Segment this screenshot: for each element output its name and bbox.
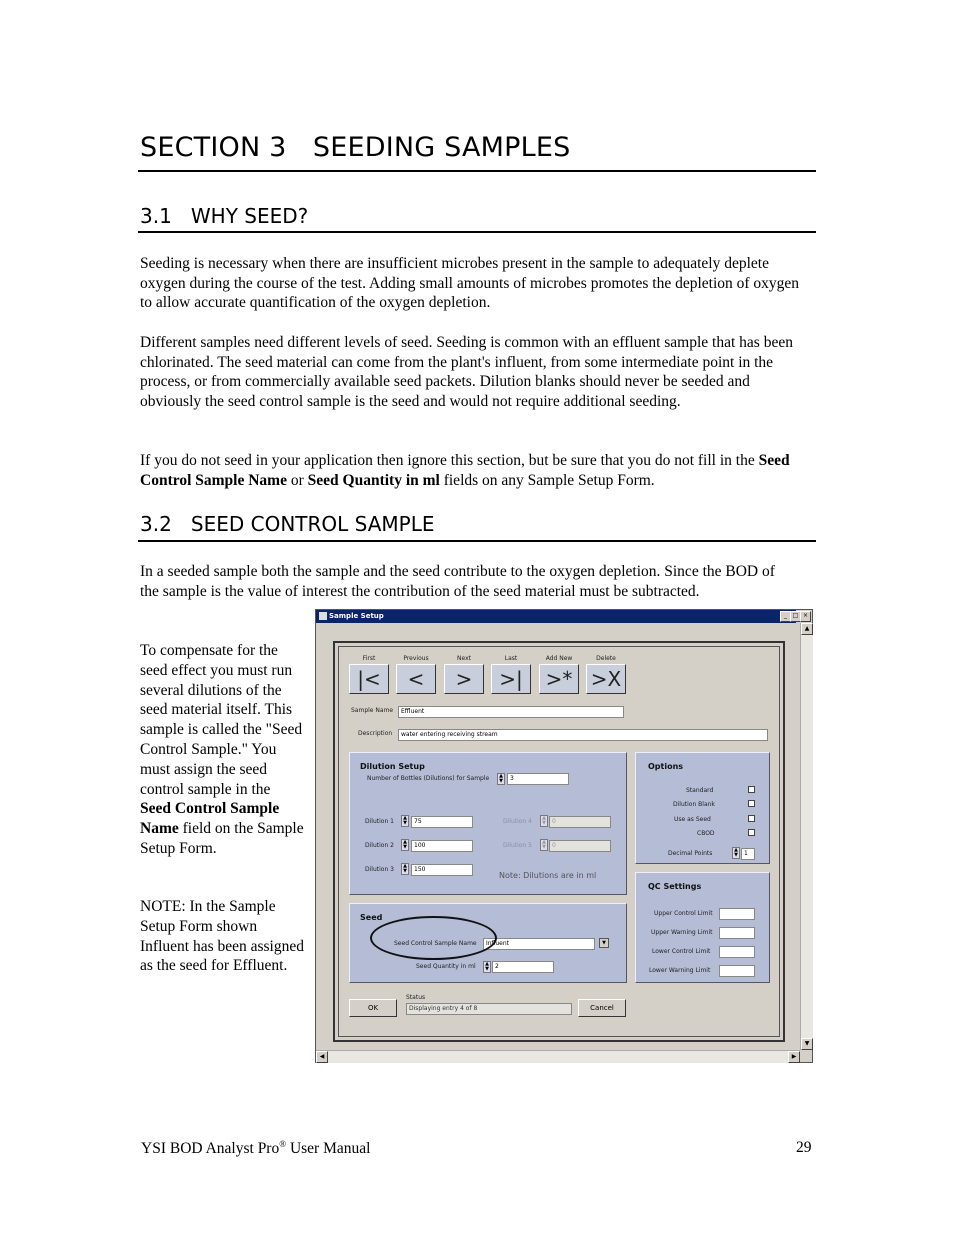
subsection-why-seed: 3.1 WHY SEED? [140,204,309,228]
lwl-input[interactable] [719,965,755,977]
paragraph-5-text-a: To compensate for the seed effect you must run several dilutions of the seed material itself. This sample is called the "Seed Control Sample." You must assign the seed control sample in the [140,642,303,798]
seed-quantity-input[interactable]: 2 [492,961,554,973]
footer-manual-title [141,1139,370,1158]
subsection-rule-2 [138,540,816,542]
sample-name-label: Sample Name [351,707,394,714]
vertical-scrollbar[interactable] [800,623,813,1050]
dilution-4-input: 0 [549,816,611,828]
decimal-points-spinner[interactable]: ▲ ▼ [732,847,740,859]
dilution-1-label: Dilution 1 [365,818,394,825]
window-title: Sample Setup [329,612,384,620]
nav-label-previous: Previous [403,655,429,662]
nav-label-first: First [362,655,376,662]
dilution-1-spinner[interactable]: ▲ ▼ [401,815,409,827]
ucl-input[interactable] [719,908,755,920]
next-button[interactable]: > [444,664,484,694]
nav-label-next: Next [457,655,471,662]
uwl-label: Upper Warning Limit [651,929,713,936]
dilution-2-input[interactable]: 100 [411,840,473,852]
scroll-down-icon[interactable]: ▼ [801,1038,813,1050]
paragraph-5 [140,641,305,859]
cbod-label: CBOD [697,830,715,837]
dilution-4-spinner: ▲ ▼ [540,815,548,827]
nav-label-add-new: Add New [545,655,573,662]
decimal-points-label: Decimal Points [668,850,713,857]
dilution-5-input: 0 [549,840,611,852]
bottles-input[interactable]: 3 [507,773,569,785]
previous-button[interactable]: < [396,664,436,694]
section-title: SECTION 3 SEEDING SAMPLES [140,132,571,163]
paragraph-3-text-d: fields on any Sample Setup Form. [439,471,655,489]
cancel-button[interactable]: Cancel [578,999,626,1017]
dilution-3-input[interactable]: 150 [411,864,473,876]
paragraph-3-text-a: If you do not seed in your application then ignore this section, but be sure that you do not fill in the [140,452,759,469]
subsection-seed-control: 3.2 SEED CONTROL SAMPLE [140,512,435,536]
lcl-label: Lower Control Limit [652,948,711,955]
dilution-setup-panel [349,752,627,895]
scroll-right-icon[interactable]: ▶ [788,1051,800,1063]
nav-label-delete: Delete [596,655,616,662]
seed-control-name-label: Seed Control Sample Name [394,940,477,947]
sample-setup-window [315,609,813,1063]
seed-quantity-label: Seed Quantity in ml [416,963,476,970]
delete-button[interactable]: >X [586,664,626,694]
description-input[interactable]: water entering receiving stream [398,729,768,741]
seed-title: Seed [360,913,383,922]
dilution-3-label: Dilution 3 [365,866,394,873]
status-field: Displaying entry 4 of 8 [406,1003,572,1015]
bottles-spinner[interactable]: ▲ ▼ [497,773,505,785]
status-label: Status [406,994,426,1001]
seed-dropdown-chevron-down-icon[interactable]: ▼ [599,938,609,948]
paragraph-3 [140,451,808,490]
last-button[interactable]: >| [491,664,531,694]
horizontal-scrollbar[interactable] [316,1050,800,1063]
standard-label: Standard [686,787,714,794]
app-icon [319,612,327,620]
description-label: Description [358,730,393,737]
paragraph-5-bold: Seed Control Sample Name [140,800,280,838]
page-number: 29 [796,1139,812,1156]
use-as-seed-label: Use as Seed [674,816,711,823]
dilution-note: Note: Dilutions are in ml [499,871,597,880]
qc-settings-panel [635,872,770,983]
dilution-2-label: Dilution 2 [365,842,394,849]
add-new-button[interactable]: >* [539,664,579,694]
sample-name-input[interactable]: Effluent [398,706,624,718]
dilution-setup-title: Dilution Setup [360,762,425,771]
footer-suffix: User Manual [286,1140,371,1158]
nav-label-last: Last [504,655,518,662]
maximize-icon[interactable]: □ [790,611,801,622]
footer-registered-mark: ® [279,1139,287,1149]
subsection-rule [138,231,816,233]
dilution-blank-checkbox[interactable] [748,800,755,807]
dilution-4-label: Dilution 4 [503,818,532,825]
dilution-2-spinner[interactable]: ▲ ▼ [401,839,409,851]
paragraph-3-text-c: or [286,471,308,489]
options-title: Options [648,762,684,771]
seed-control-name-input[interactable]: Influent [483,938,595,950]
use-as-seed-checkbox[interactable] [748,815,755,822]
standard-checkbox[interactable] [748,786,755,793]
options-panel [635,752,770,864]
uwl-input[interactable] [719,927,755,939]
bottles-label: Number of Bottles (Dilutions) for Sample [367,775,490,782]
dilution-blank-label: Dilution Blank [673,801,715,808]
qc-settings-title: QC Settings [648,882,702,891]
minimize-icon[interactable]: _ [780,611,791,622]
dilution-5-spinner: ▲ ▼ [540,839,548,851]
dilution-5-label: Dilution 5 [503,842,532,849]
section-rule [138,170,816,172]
window-titlebar [316,610,796,623]
ok-button[interactable]: OK [349,999,397,1017]
ucl-label: Upper Control Limit [654,910,713,917]
paragraph-1: Seeding is necessary when there are insufficient microbes present in the sample to adequately deplete oxygen during the course of the test. Adding small amounts of microbes promotes the depletion of oxygen to allow accurate quantification of the oxygen depletion. [140,255,800,312]
first-button[interactable]: |< [349,664,389,694]
footer-product: YSI BOD Analyst Pro [141,1140,280,1158]
paragraph-3-bold-1: Seed Control Sample Name [140,452,790,489]
highlight-oval [370,916,497,960]
close-icon[interactable]: × [800,611,811,622]
cbod-checkbox[interactable] [748,829,755,836]
paragraph-4: In a seeded sample both the sample and the seed contribute to the oxygen depletion. Since the BOD of the sample is the value of interest the contribution of the seed material must be subtracted. [140,563,775,600]
scroll-left-icon[interactable]: ◀ [316,1051,328,1063]
paragraph-2: Different samples need different levels of seed. Seeding is common with an effluent sample that has been chlorinated. The seed material can come from the plant's influent, from some intermediate point in the process, or from commercially available seed packets. Dilution blanks should never be seeded and obviously the seed control sample is the seed and would not require additional seeding. [140,334,793,410]
scroll-up-icon[interactable]: ▲ [801,623,813,635]
seed-quantity-spinner[interactable]: ▲ ▼ [483,961,491,973]
lcl-input[interactable] [719,946,755,958]
lwl-label: Lower Warning Limit [649,967,711,974]
dilution-1-input[interactable]: 75 [411,816,473,828]
paragraph-5-text-c: field on the Sample Setup Form. [140,820,304,857]
dilution-3-spinner[interactable]: ▲ ▼ [401,863,409,875]
paragraph-3-bold-2: Seed Quantity in ml [307,471,440,489]
decimal-points-input[interactable]: 1 [741,848,755,860]
paragraph-6: NOTE: In the Sample Setup Form shown Influent has been assigned as the seed for Effluent. [140,898,304,975]
